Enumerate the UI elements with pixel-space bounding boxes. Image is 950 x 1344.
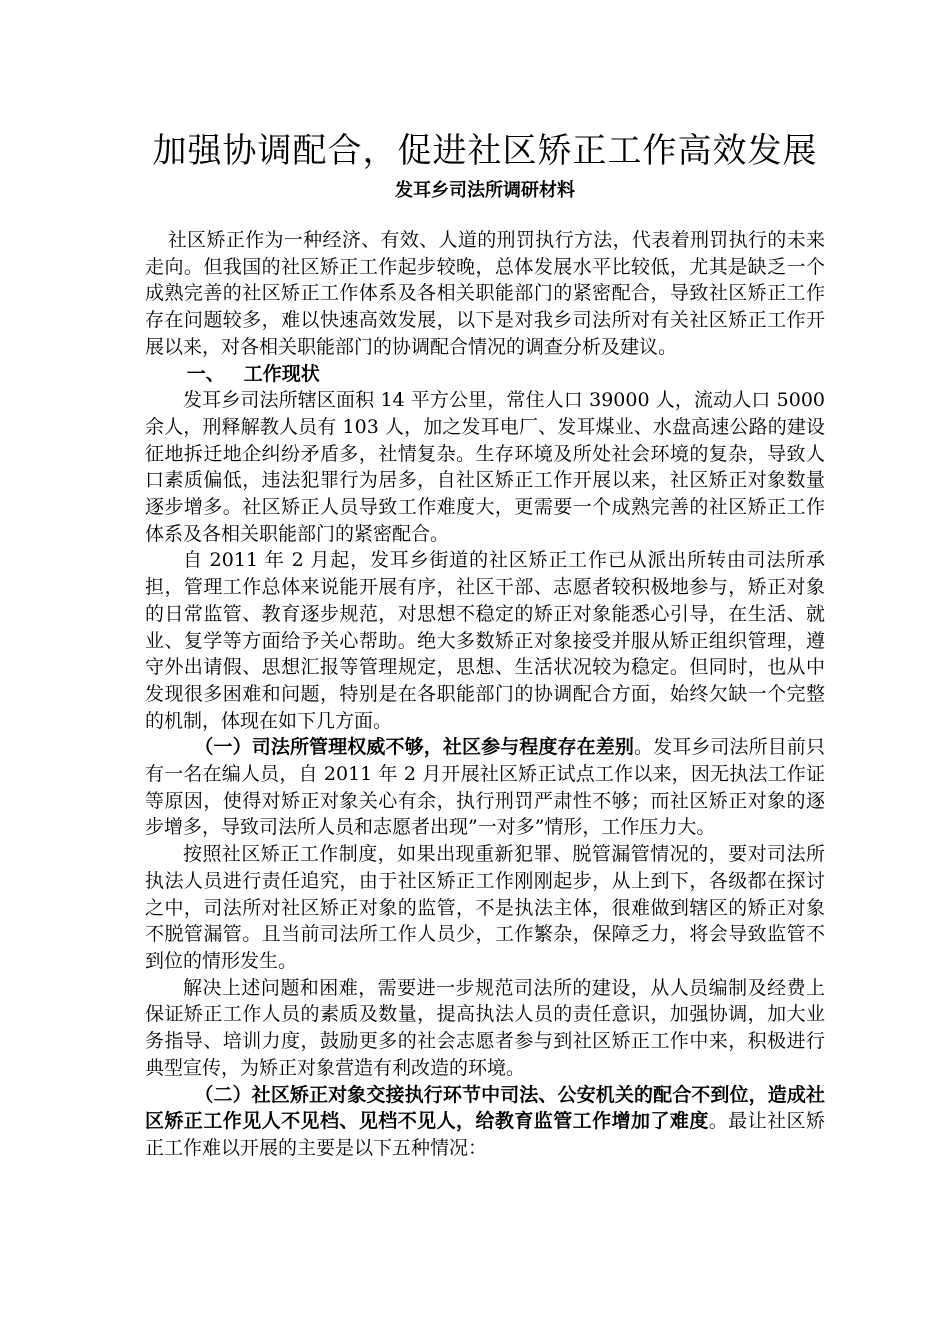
paragraph-5: 解决上述问题和困难，需要进一步规范司法所的建设，从人员编制及经费上保证矫正工作人员的素质及数量，提高执法人员的责任意识，加强协调，加大业务指导、培训力度，鼓励更多的社会志愿者参与到社区矫正工作中来，积极进行典型宣传，为矫正对象营造有利改造的环境。	[145, 976, 825, 1079]
document-title: 加强协调配合，促进社区矫正工作高效发展	[152, 131, 818, 171]
paragraph-4: 按照社区矫正工作制度，如果出现重新犯罪、脱管漏管情况的，要对司法所执法人员进行责任追究，由于社区矫正工作刚刚起步，从上到下，各级都在探讨之中，司法所对社区矫正对象的监管，不是执法主体，很难做到辖区的矫正对象不脱管漏管。且当前司法所工作人员少，工作繁杂，保障乏力，将会导致监管不到位的情形发生。	[145, 843, 825, 972]
document-subtitle: 发耳乡司法所调研材料	[395, 180, 575, 201]
subsection-lead-2: （二）社区矫正对象交接执行环节中司法、公安机关的配合不到位，造成社区矫正工作见人不见档、见档不见人，给教育监管工作增加了难度	[145, 1083, 825, 1133]
paragraph-3	[145, 734, 825, 841]
paragraph-3-text: 。发耳乡司法所目前只有一名在编人员，自 2011 年 2 月开展社区矫正试点工作以来，因无执法工作证等原因，使得对矫正对象关心有余，执行刑罚严肃性不够；而社区矫正对象的逐步增多，导致司法所人员和志愿者出现”一对多”情形，工作压力大。	[145, 736, 825, 839]
section-heading-1	[145, 361, 825, 388]
intro-paragraph: 社区矫正作为一种经济、有效、人道的刑罚执行方法，代表着刑罚执行的未来走向。但我国的社区矫正工作起步较晚，总体发展水平比较低，尤其是缺乏一个成熟完善的社区矫正工作体系及各相关职能部门的紧密配合，导致社区矫正工作存在问题较多，难以快速高效发展，以下是对我乡司法所对有关社区矫正工作开展以来，对各相关职能部门的协调配合情况的调查分析及建议。	[145, 229, 825, 358]
section-number: 一、	[186, 362, 225, 385]
section-title: 工作现状	[243, 362, 320, 385]
paragraph-2: 自 2011 年 2 月起，发耳乡街道的社区矫正工作已从派出所转由司法所承担，管理工作总体来说能开展有序，社区干部、志愿者较积极地参与，矫正对象的日常监管、教育逐步规范，对思想不稳定的矫正对象能悉心引导，在生活、就业、复学等方面给予关心帮助。绝大多数矫正对象接受并服从矫正组织管理，遵守外出请假、思想汇报等管理规定，思想、生活状况较为稳定。但同时，也从中发现很多困难和问题，特别是在各职能部门的协调配合方面，始终欠缺一个完整的机制，体现在如下几方面。	[145, 549, 825, 732]
paragraph-1: 发耳乡司法所辖区面积 14 平方公里，常住人口 39000 人，流动人口 5000 余人，刑释解教人员有 103 人，加之发耳电厂、发耳煤业、水盘高速公路的建设征地拆迁地企纠纷矛盾多，社情复杂。生存环境及所处社会环境的复杂，导致人口素质偏低，违法犯罪行为居多，自社区矫正工作开展以来，社区矫正对象数量逐步增多。社区矫正人员导致工作难度大，更需要一个成熟完善的社区矫正工作体系及各相关职能部门的紧密配合。	[145, 389, 825, 545]
subsection-lead-1: （一）司法所管理权威不够，社区参与程度存在差别	[194, 736, 634, 759]
document-page	[145, 125, 825, 1162]
paragraph-6-text: 。最让社区矫正工作难以开展的主要是以下五种情况：	[145, 1110, 825, 1159]
paragraph-6	[145, 1082, 825, 1162]
